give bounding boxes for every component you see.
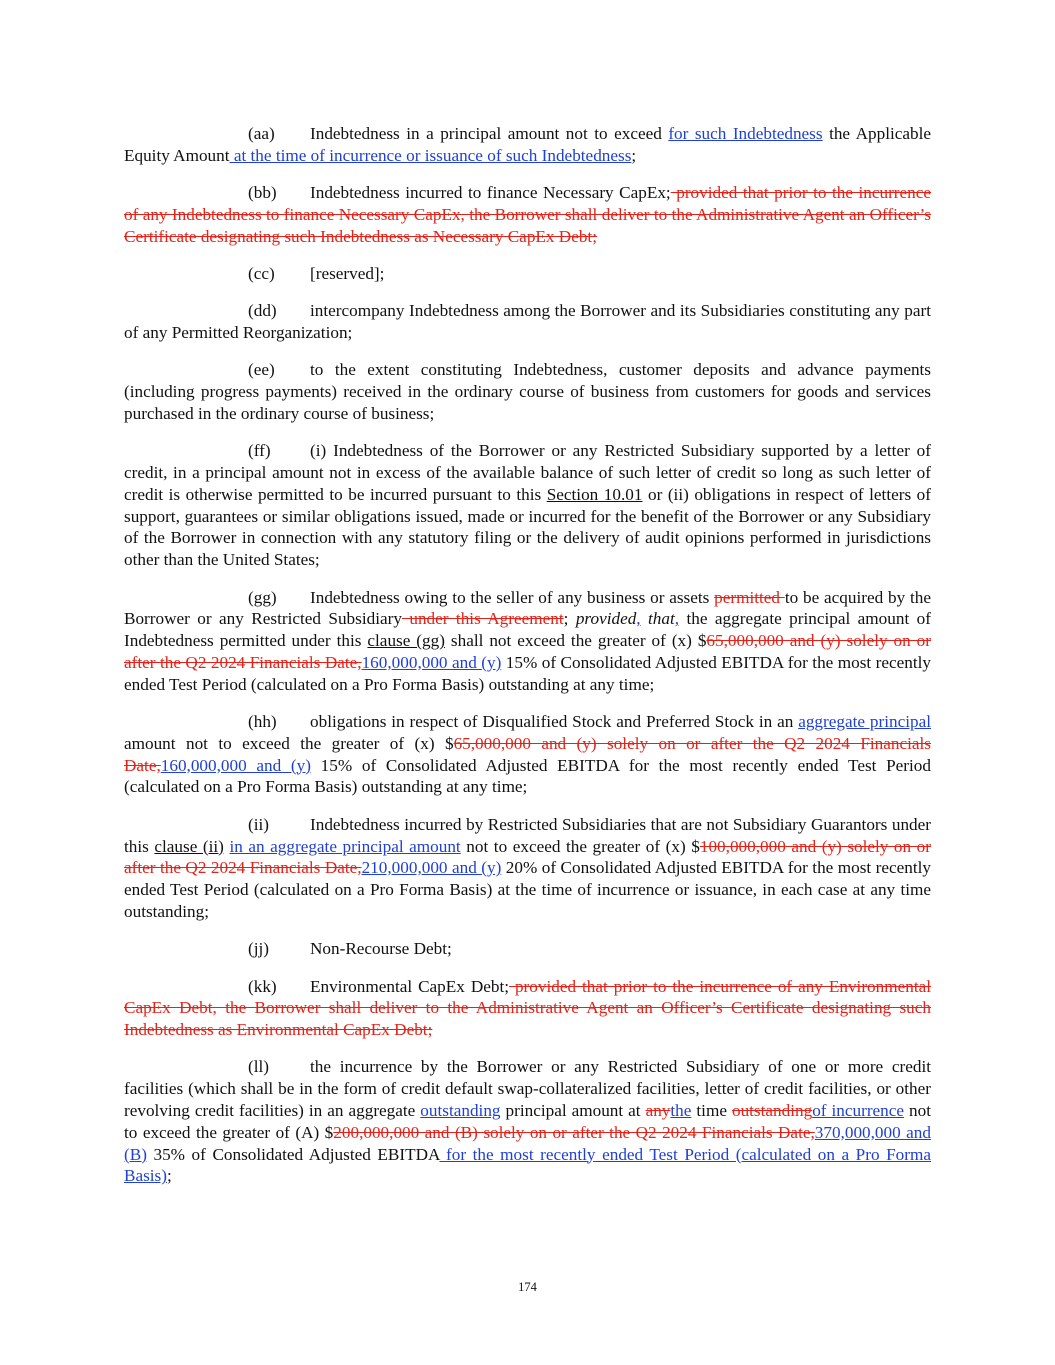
- clause-paragraph: [124, 587, 931, 696]
- text: time: [691, 1100, 732, 1120]
- text: Indebtedness incurred to finance Necessary CapEx;: [310, 183, 671, 203]
- cross-reference: clause (gg): [367, 631, 445, 651]
- text: 20% of Consolidated Adjusted EBITDA for the most recently ended Test Period (calculated on a Pro Forma Basis) at the time of incurrence or issuance, in each case at any time outstanding;: [124, 858, 932, 921]
- inserted-text: outstanding: [420, 1100, 501, 1120]
- inserted-text: 160,000,000 and (y): [160, 755, 311, 775]
- clause-paragraph: [124, 1056, 931, 1187]
- clause-label: (ff): [248, 441, 271, 461]
- deleted-text: 100,000,000 and (y) solely on or after the Q2 2024 Financials Date,: [124, 836, 931, 878]
- clause-paragraph: [124, 123, 931, 167]
- inserted-text: ,: [636, 609, 641, 629]
- deleted-text: permitted: [714, 587, 785, 607]
- clause-paragraph: [124, 359, 931, 424]
- text: Indebtedness owing to the seller of any business or assets: [310, 587, 715, 607]
- document-page: [124, 123, 931, 1203]
- cross-reference: Section 10.01: [546, 484, 643, 504]
- cross-reference: clause (ii): [154, 836, 224, 856]
- inserted-text: of incurrence: [812, 1100, 905, 1120]
- page-number: 174: [518, 1280, 537, 1294]
- italic-text: provided: [575, 609, 637, 629]
- text: the aggregate principal amount of Indebtedness permitted under this: [124, 609, 931, 651]
- clause-paragraph: [124, 182, 931, 247]
- clause-label: (ii): [248, 814, 269, 834]
- clause-paragraph: [124, 976, 931, 1041]
- text: not to exceed the greater of (x) $: [460, 836, 700, 856]
- clause-label: (ee): [248, 360, 275, 380]
- deleted-text: outstanding: [731, 1100, 813, 1120]
- clause-label: (cc): [248, 263, 275, 283]
- clause-label: (aa): [248, 124, 275, 143]
- deleted-text: 200,000,000 and (B) solely on or after the Q2 2024 Financials Date,: [333, 1122, 815, 1142]
- text: to the extent constituting Indebtedness, customer deposits and advance payments (including progress payments) received in the ordinary course of business from customers for goods and services purchased in the ordinary course of business;: [124, 360, 931, 423]
- clause-label: (gg): [248, 587, 277, 607]
- inserted-text: at the time of incurrence or issuance of such Indebtedness: [229, 145, 632, 165]
- deleted-text: under this Agreement: [401, 609, 564, 629]
- text: or (ii) obligations in respect of letters of support, guarantees or similar obligations issued, made or incurred for the benefit of the Borrower or any Subsidiary of the Borrower in connection with any statutory filing or the delivery of audit opinions performed in jurisdictions other than the United States;: [124, 484, 931, 570]
- text: ;: [166, 1166, 172, 1186]
- italic-text: that: [640, 609, 675, 629]
- clause-label: (kk): [248, 976, 277, 996]
- text: 35% of Consolidated Adjusted EBITDA: [146, 1144, 440, 1164]
- clause-label: (jj): [248, 939, 269, 959]
- text: shall not exceed the greater of (x) $: [444, 631, 707, 651]
- clause-paragraph: [124, 814, 931, 923]
- clause-paragraph: [124, 300, 931, 344]
- inserted-text: in an aggregate principal amount: [229, 836, 461, 856]
- clause-label: (dd): [248, 301, 277, 321]
- clause-paragraph: [124, 263, 931, 285]
- text: ;: [563, 609, 576, 629]
- clause-paragraph: [124, 711, 931, 798]
- text: the Applicable Equity Amount: [124, 124, 932, 165]
- clause-paragraph: [124, 440, 931, 571]
- deleted-text: 65,000,000 and (y) solely on or after the Q2 2024 Financials Date,: [124, 733, 931, 775]
- inserted-text: the: [670, 1100, 692, 1120]
- inserted-text: 160,000,000 and (y): [361, 652, 502, 672]
- clause-label: (hh): [248, 712, 277, 732]
- clause-label: (bb): [248, 183, 277, 203]
- text: intercompany Indebtedness among the Borrower and its Subsidiaries constituting any part of any Permitted Reorganization;: [124, 301, 931, 343]
- deleted-text: provided that prior to the incurrence of any Indebtedness to finance Necessary CapEx, the Borrower shall deliver to the Administrative Agent an Officer’s Certificate designating such Indebtedness as Necessary CapEx Debt;: [124, 183, 932, 246]
- text: 15% of Consolidated Adjusted EBITDA for the most recently ended Test Period (calculated on a Pro Forma Basis) outstanding at any time;: [124, 755, 931, 797]
- text: [reserved];: [310, 263, 385, 283]
- clause-label: (ll): [248, 1057, 269, 1077]
- inserted-text: for such Indebtedness: [668, 124, 823, 143]
- text: Environmental CapEx Debt;: [310, 976, 510, 996]
- text: amount not to exceed the greater of (x) $: [124, 733, 454, 753]
- text: the incurrence by the Borrower or any Restricted Subsidiary of one or more credit facilities (which shall be in the form of credit default swap-collateralized facilities, letter of credit facilities, or other revolving credit facilities) in an aggregate: [124, 1057, 931, 1120]
- text: Indebtedness incurred by Restricted Subsidiaries that are not Subsidiary Guarantors under this: [124, 814, 931, 856]
- text: principal amount at: [500, 1100, 646, 1120]
- deleted-text: any: [645, 1100, 671, 1120]
- inserted-text: for the most recently ended Test Period (calculated on a Pro Forma Basis): [124, 1144, 931, 1186]
- inserted-text: 370,000,000 and (B): [124, 1122, 931, 1164]
- text: Indebtedness in a principal amount not to exceed: [310, 124, 669, 143]
- text: to be acquired by the Borrower or any Restricted Subsidiary: [124, 587, 931, 629]
- deleted-text: 65,000,000 and (y) solely on or after the Q2 2024 Financials Date,: [124, 631, 931, 672]
- text: obligations in respect of Disqualified Stock and Preferred Stock in an: [310, 712, 799, 732]
- inserted-text: aggregate principal: [798, 712, 931, 732]
- text: ;: [631, 145, 637, 165]
- inserted-text: 210,000,000 and (y): [361, 858, 502, 878]
- deleted-text: provided that prior to the incurrence of any Environmental CapEx Debt, the Borrower shall deliver to the Administrative Agent an Officer’s Certificate designating such Indebtedness as Environmental CapEx Debt;: [124, 976, 931, 1040]
- clause-paragraph: [124, 938, 931, 960]
- text: Non-Recourse Debt;: [310, 939, 452, 959]
- text: not to exceed the greater of (A) $: [124, 1100, 931, 1142]
- text: 15% of Consolidated Adjusted EBITDA for the most recently ended Test Period (calculated on a Pro Forma Basis) outstanding at any time;: [124, 652, 932, 694]
- inserted-text: ,: [674, 609, 680, 629]
- text: (i) Indebtedness of the Borrower or any Restricted Subsidiary supported by a letter of credit, in a principal amount not in excess of the available balance of such letter of credit so long as such letter of credit is otherwise permitted to be incurred pursuant to this: [124, 441, 931, 504]
